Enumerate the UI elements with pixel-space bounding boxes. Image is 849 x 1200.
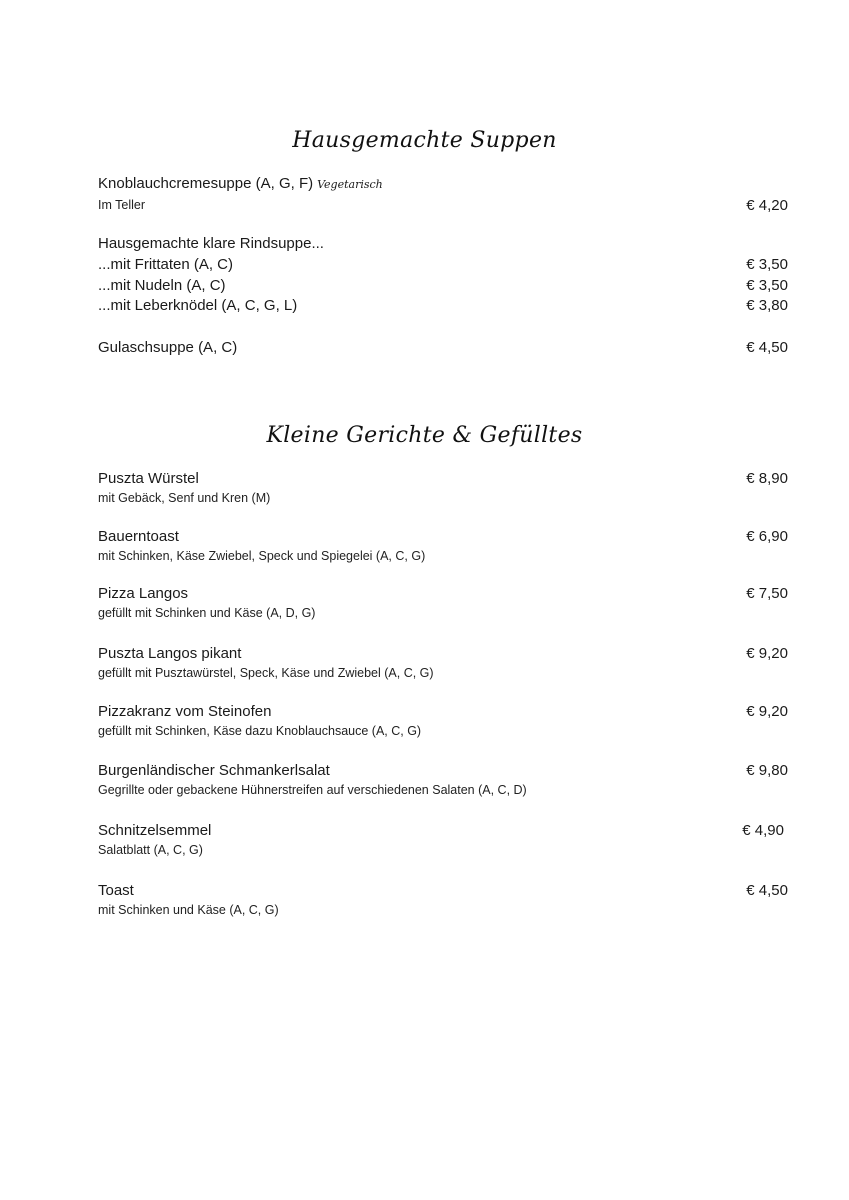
section-title-small-dishes: Kleine Gerichte & Gefülltes xyxy=(266,423,583,448)
menu-item-puszta-langos xyxy=(98,644,788,664)
item-price: € 8,90 xyxy=(746,470,788,487)
item-price: € 4,50 xyxy=(746,882,788,899)
menu-item-puszta-wuerstel-desc xyxy=(98,489,788,509)
item-description: Gegrillte oder gebackene Hühnerstreifen auf verschiedenen Salaten (A, C, D) xyxy=(98,783,527,797)
item-price: € 7,50 xyxy=(746,585,788,602)
menu-item-puszta-langos-desc xyxy=(98,664,788,684)
item-price: € 6,90 xyxy=(746,528,788,545)
item-price: € 4,90 xyxy=(742,822,784,839)
item-name: ...mit Leberknödel (A, C, G, L) xyxy=(98,297,298,314)
item-name: Schnitzelsemmel xyxy=(98,822,212,839)
item-description: mit Gebäck, Senf und Kren (M) xyxy=(98,491,271,505)
item-name: Bauerntoast xyxy=(98,528,179,545)
item-description: gefüllt mit Pusztawürstel, Speck, Käse und Zwiebel (A, C, G) xyxy=(98,666,434,680)
item-description: Salatblatt (A, C, G) xyxy=(98,843,203,857)
item-price: € 9,80 xyxy=(746,762,788,779)
item-price: € 4,50 xyxy=(746,339,788,356)
item-name-text: Knoblauchcremesuppe (A, G, F) xyxy=(98,175,314,192)
vegetarian-tag: Vegetarisch xyxy=(317,178,383,191)
item-price: € 9,20 xyxy=(746,645,788,662)
menu-item-knoblauchcremesuppe-detail xyxy=(98,196,788,216)
item-name: Pizza Langos xyxy=(98,585,189,602)
item-name: Gulaschsuppe (A, C) xyxy=(98,339,238,356)
item-price: € 3,50 xyxy=(746,256,788,273)
menu-item-nudeln xyxy=(98,276,788,296)
item-description: mit Schinken, Käse Zwiebel, Speck und Spiegelei (A, C, G) xyxy=(98,549,426,563)
item-name: ...mit Nudeln (A, C) xyxy=(98,277,226,294)
menu-item-schnitzelsemmel-desc xyxy=(98,841,788,861)
item-price: € 3,80 xyxy=(746,297,788,314)
item-price: € 3,50 xyxy=(746,277,788,294)
item-description: Im Teller xyxy=(98,198,146,212)
item-name: Toast xyxy=(98,882,134,899)
item-description: mit Schinken und Käse (A, C, G) xyxy=(98,903,279,917)
menu-item-toast xyxy=(98,881,788,901)
item-name: Puszta Würstel xyxy=(98,470,199,487)
menu-item-schnitzelsemmel xyxy=(98,821,788,841)
menu-item-rindsuppe xyxy=(98,234,788,254)
menu-item-schmankerlsalat-desc xyxy=(98,781,788,801)
menu-item-schmankerlsalat xyxy=(98,761,788,781)
menu-item-pizzakranz xyxy=(98,702,788,722)
menu-item-puszta-wuerstel xyxy=(98,469,788,489)
menu-item-pizzakranz-desc xyxy=(98,722,788,742)
item-name: Burgenländischer Schmankerlsalat xyxy=(98,762,330,779)
item-name: Pizzakranz vom Steinofen xyxy=(98,703,272,720)
menu-item-bauerntoast-desc xyxy=(98,547,788,567)
item-description: gefüllt mit Schinken, Käse dazu Knoblauchsauce (A, C, G) xyxy=(98,724,422,738)
item-name: ...mit Frittaten (A, C) xyxy=(98,256,234,273)
menu-item-frittaten xyxy=(98,255,788,275)
item-price: € 4,20 xyxy=(746,197,788,214)
menu-item-bauerntoast xyxy=(98,527,788,547)
menu-item-pizza-langos xyxy=(98,584,788,604)
menu-item-pizza-langos-desc xyxy=(98,604,788,624)
menu-item-toast-desc xyxy=(98,901,788,921)
section-title-soups: Hausgemachte Suppen xyxy=(292,128,557,153)
item-name xyxy=(98,174,383,195)
item-price: € 9,20 xyxy=(746,703,788,720)
item-description: gefüllt mit Schinken und Käse (A, D, G) xyxy=(98,606,316,620)
item-name: Puszta Langos pikant xyxy=(98,645,242,662)
menu-item-knoblauchcremesuppe xyxy=(98,174,788,194)
menu-item-leberknoedel xyxy=(98,296,788,316)
menu-item-gulaschsuppe xyxy=(98,338,788,358)
item-name: Hausgemachte klare Rindsuppe... xyxy=(98,235,324,252)
